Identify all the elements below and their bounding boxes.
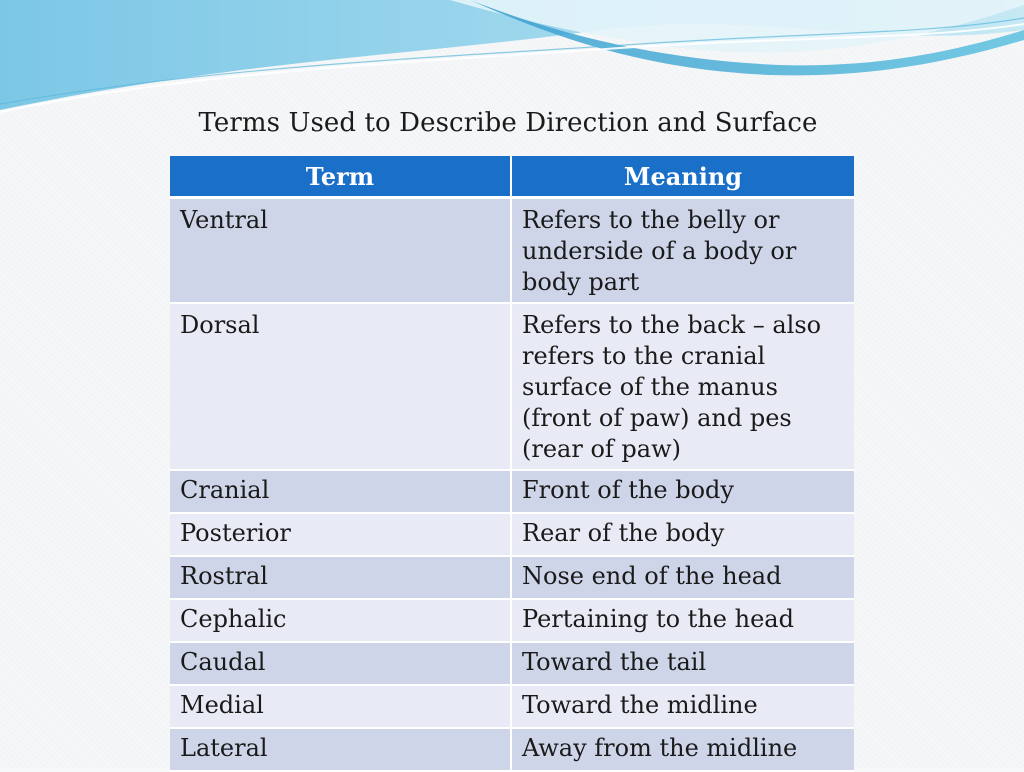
table-row (170, 556, 854, 599)
slide-title: Terms Used to Describe Direction and Surface (198, 108, 818, 138)
table-row (170, 642, 854, 685)
term-cell: Cranial (170, 470, 511, 513)
term-cell: Ventral (170, 198, 511, 304)
meaning-cell: Front of the body (511, 470, 854, 513)
direction-terms-table (170, 156, 854, 772)
meaning-cell: Toward the tail (511, 642, 854, 685)
table-row (170, 470, 854, 513)
meaning-cell: Rear of the body (511, 513, 854, 556)
term-cell: Medial (170, 685, 511, 728)
header-meaning: Meaning (511, 156, 854, 198)
table-row (170, 513, 854, 556)
term-cell: Caudal (170, 642, 511, 685)
header-term: Term (170, 156, 511, 198)
meaning-cell: Away from the midline (511, 728, 854, 771)
term-cell: Dorsal (170, 303, 511, 470)
table-row (170, 303, 854, 470)
term-cell: Lateral (170, 728, 511, 771)
term-cell: Cephalic (170, 599, 511, 642)
table-row (170, 198, 854, 304)
meaning-cell: Refers to the belly or underside of a body or body part (511, 198, 854, 304)
table-row (170, 728, 854, 771)
meaning-cell: Toward the midline (511, 685, 854, 728)
term-cell: Posterior (170, 513, 511, 556)
table-row (170, 599, 854, 642)
meaning-cell: Nose end of the head (511, 556, 854, 599)
term-cell: Rostral (170, 556, 511, 599)
meaning-cell: Pertaining to the head (511, 599, 854, 642)
table-row (170, 685, 854, 728)
table-header-row (170, 156, 854, 198)
meaning-cell: Refers to the back – also refers to the cranial surface of the manus (front of paw) and pes (rear of paw) (511, 303, 854, 470)
